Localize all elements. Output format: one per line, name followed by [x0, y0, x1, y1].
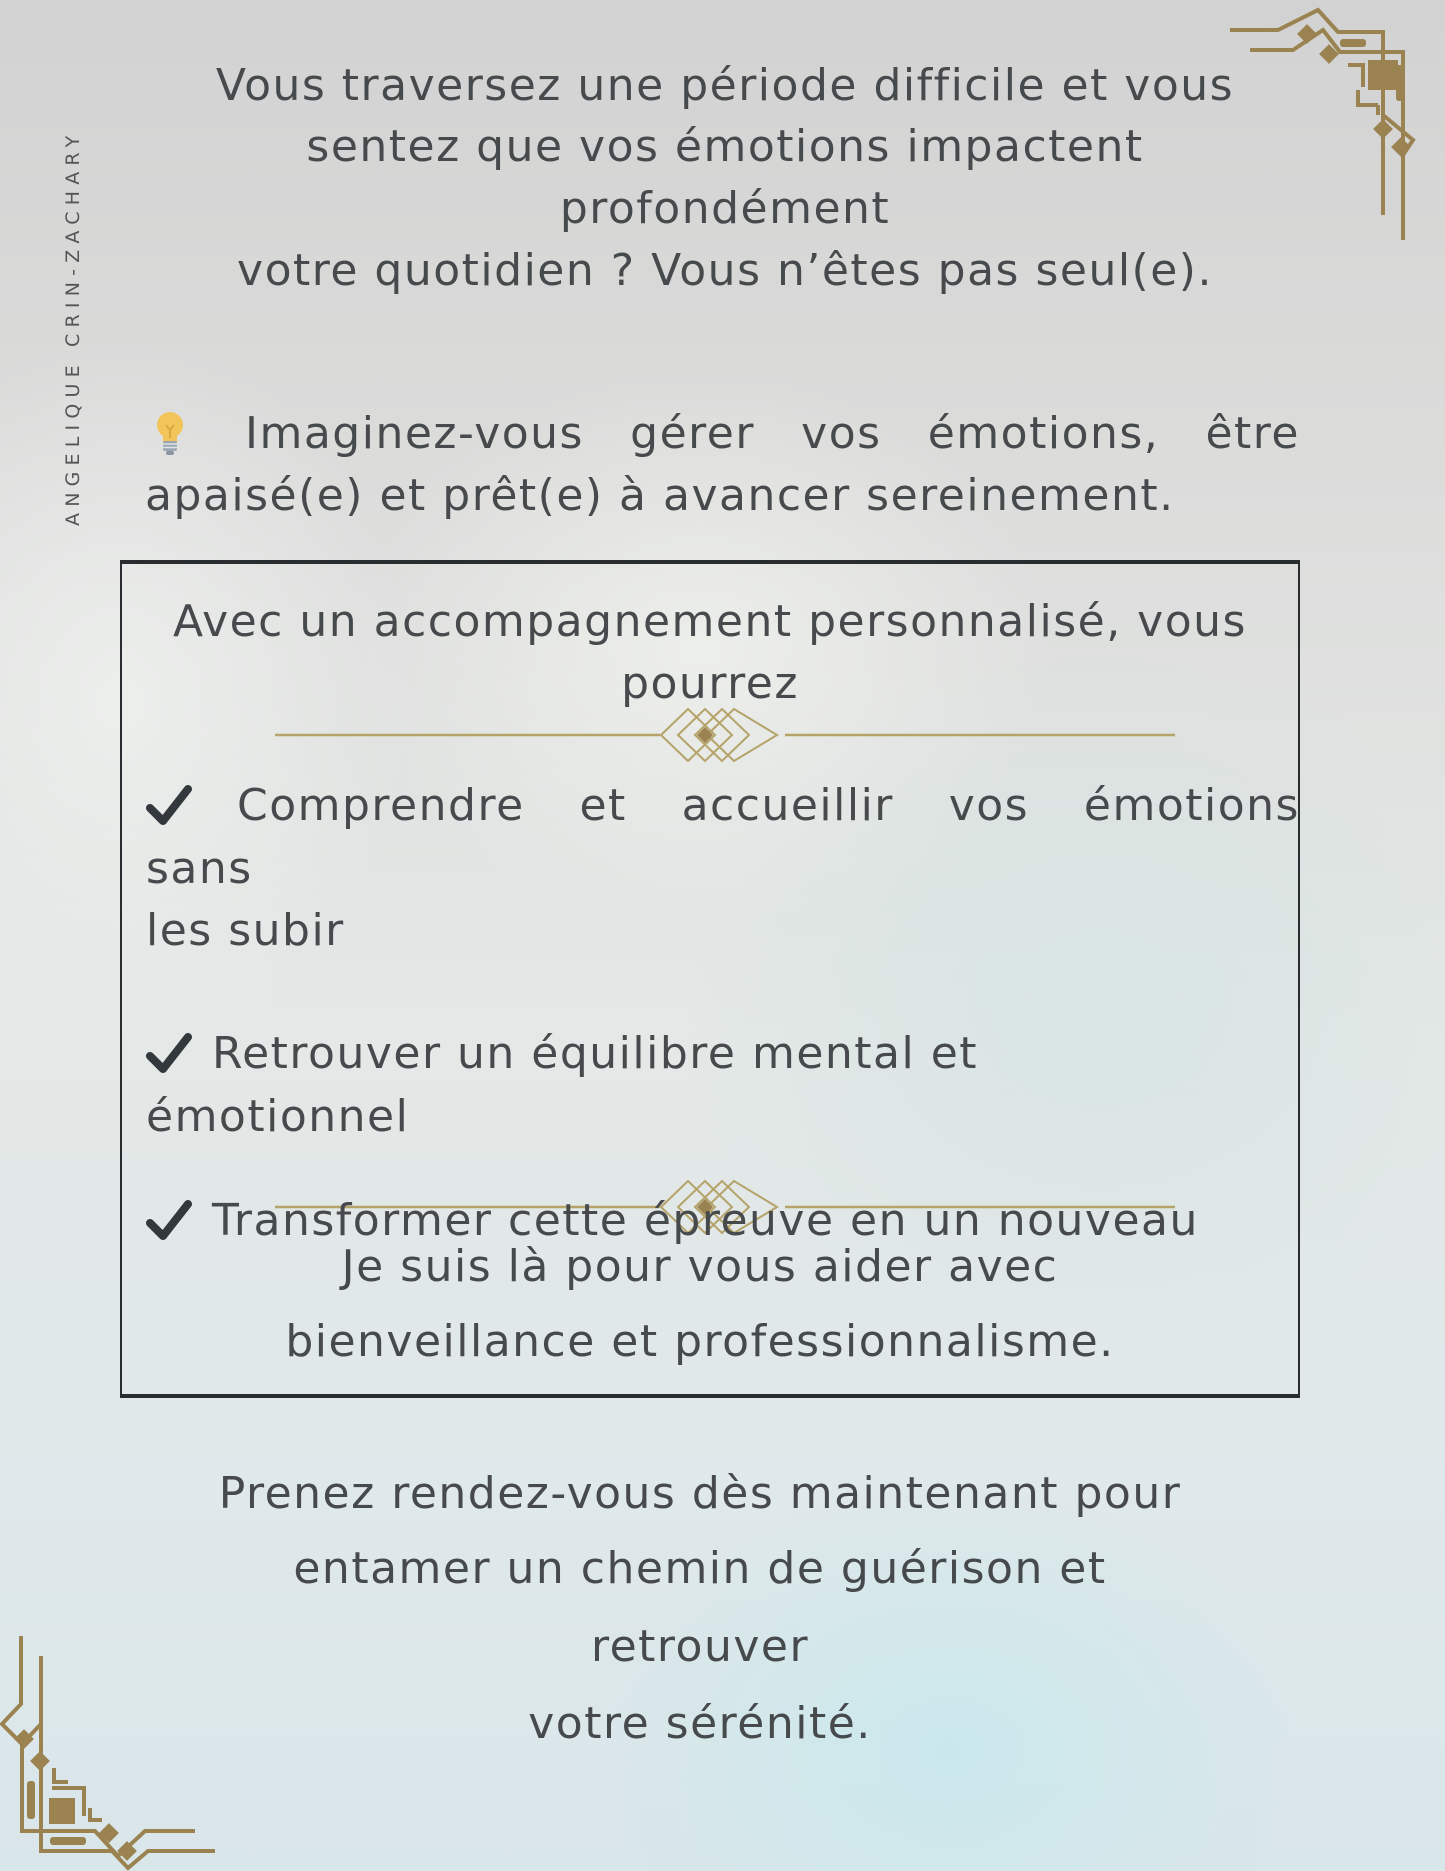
item-word: Comprendre [237, 780, 525, 831]
idea-word: gérer [630, 408, 755, 459]
checklist-item-1-line: les subir [146, 905, 345, 956]
cta-line: retrouver [590, 1621, 810, 1672]
cta-line: votre sérénité. [528, 1698, 872, 1749]
checkmark-icon [146, 1032, 192, 1074]
author-name-vertical: ANGELIQUE CRIN-ZACHARY [62, 129, 84, 526]
idea-paragraph [145, 400, 1300, 530]
closing-line: Je suis là pour vous aider avec [341, 1241, 1059, 1292]
intro-line: Vous traversez une période difficile et vous [215, 60, 1235, 111]
item-word: accueillir [681, 780, 894, 831]
item-word: et [579, 780, 627, 831]
ornamental-divider-icon [275, 707, 1175, 763]
idea-word: Imaginez-vous [245, 408, 584, 459]
item-word: émotions [1083, 780, 1300, 831]
idea-word: être [1205, 408, 1300, 459]
checklist-item-1-line [237, 780, 1300, 831]
checkmark-icon [146, 1199, 192, 1241]
cta-line: Prenez rendez-vous dès maintenant pour [218, 1468, 1182, 1519]
corner-ornament-bottom-left-icon [0, 1636, 220, 1871]
idea-line-1 [245, 408, 1300, 459]
idea-line-2: apaisé(e) et prêt(e) à avancer sereinement. [145, 470, 1175, 521]
checklist-item-2-line: Retrouver un équilibre mental et [212, 1028, 979, 1079]
item-word: vos [948, 780, 1030, 831]
cta-line: entamer un chemin de guérison et [293, 1543, 1107, 1594]
idea-word: vos [801, 408, 882, 459]
intro-line: sentez que vos émotions impactent [306, 121, 1144, 172]
box-header-line: pourrez [621, 658, 799, 709]
idea-word: émotions, [927, 408, 1160, 459]
box-header-line: Avec un accompagnement personnalisé, vous [173, 596, 1247, 647]
checklist-item-1-line: sans [146, 843, 253, 894]
checkmark-icon [146, 784, 192, 826]
checklist-item-2-line: émotionnel [146, 1091, 410, 1142]
closing-line: bienveillance et professionnalisme. [285, 1316, 1115, 1367]
intro-line: votre quotidien ? Vous n’êtes pas seul(e). [237, 245, 1213, 296]
checklist-item-3-line: Transformer cette épreuve en un nouveau [212, 1195, 1199, 1246]
lightbulb-icon [155, 410, 185, 456]
intro-line: profondément [559, 183, 891, 234]
